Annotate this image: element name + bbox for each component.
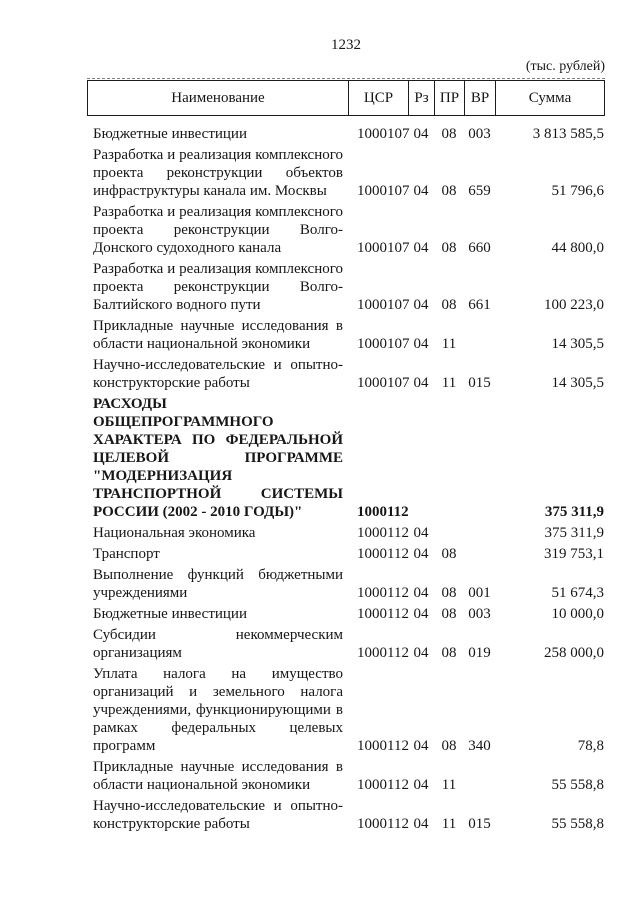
cell-name: Разработка и реализация комплексного проекта реконструкции Волго-Донского судоходного канала [93, 204, 343, 256]
table-body [87, 125, 605, 833]
cell-sum: 3 813 585,5 [532, 126, 604, 142]
cell-pr: 08 [441, 585, 457, 601]
cell-name: Разработка и реализация комплексного проекта реконструкции объектов инфраструктуры канала им. Москвы [93, 147, 343, 199]
cell-rz: 04 [413, 375, 429, 391]
cell-pr: 08 [441, 738, 457, 754]
column-header-rz: Рз [409, 81, 435, 115]
cell-pr: 11 [441, 375, 457, 391]
cell-sum: 375 311,9 [544, 525, 604, 541]
cell-rz: 04 [413, 525, 429, 541]
cell-sum: 51 674,3 [551, 585, 604, 601]
cell-csr: 1000112 [357, 546, 409, 562]
cell-vr [464, 335, 495, 353]
cell-csr: 1000107 [357, 183, 410, 199]
cell-csr: 1000107 [357, 375, 410, 391]
cell-sum: 375 311,9 [544, 504, 604, 520]
cell-sum: 14 305,5 [551, 336, 604, 352]
cell-pr [434, 503, 464, 521]
cell-csr: 1000112 [357, 816, 409, 832]
cell-sum: 55 558,8 [551, 816, 604, 832]
cell-sum: 51 796,6 [551, 183, 604, 199]
cell-csr: 1000112 [357, 606, 409, 622]
cell-vr: 659 [468, 183, 491, 199]
column-header-csr: ЦСР [349, 81, 409, 115]
cell-pr: 11 [441, 777, 457, 793]
cell-csr: 1000112 [357, 738, 409, 754]
cell-csr: 1000107 [357, 240, 410, 256]
column-header-name: Наименование [88, 81, 349, 115]
cell-sum: 44 800,0 [551, 240, 604, 256]
cell-pr: 08 [441, 297, 457, 313]
cell-csr: 1000107 [357, 297, 410, 313]
cell-name: Научно-исследовательские и опытно-конструкторские работы [93, 798, 343, 832]
cell-vr [464, 545, 495, 563]
column-header-sum: Сумма [528, 90, 572, 106]
cell-name: Субсидии некоммерческим организациям [93, 627, 343, 661]
cell-name: Бюджетные инвестиции [93, 606, 247, 622]
cell-name: Прикладные научные исследования в области национальной экономики [93, 318, 343, 352]
cell-rz: 04 [413, 126, 429, 142]
table-row [87, 125, 605, 143]
cell-csr: 1000112 [357, 777, 409, 793]
cell-pr: 08 [441, 183, 457, 199]
cell-vr: 015 [468, 816, 491, 832]
cell-rz: 04 [413, 777, 429, 793]
table-row [87, 545, 605, 563]
table-row [87, 758, 605, 794]
cell-csr: 1000112 [357, 525, 409, 541]
cell-vr [464, 524, 495, 542]
cell-rz: 04 [413, 240, 429, 256]
cell-name: Прикладные научные исследования в области национальной экономики [93, 759, 343, 793]
cell-pr [434, 524, 464, 542]
scan-rule-line [87, 78, 605, 79]
cell-vr: 015 [468, 375, 491, 391]
cell-pr: 11 [441, 816, 457, 832]
cell-csr: 1000112 [357, 504, 409, 520]
cell-rz: 04 [413, 816, 429, 832]
cell-name: Транспорт [93, 546, 160, 562]
cell-rz [408, 503, 434, 521]
column-header-pr: ПР [435, 81, 465, 115]
cell-sum: 258 000,0 [544, 645, 604, 661]
table-row [87, 260, 605, 314]
cell-vr [464, 776, 495, 794]
cell-vr: 340 [468, 738, 491, 754]
cell-name: Уплата налога на имущество организаций и земельного налога учреждениями, функционирующими в рамках федеральных целевых программ [93, 666, 343, 754]
cell-rz: 04 [413, 645, 429, 661]
table-row [87, 566, 605, 602]
cell-pr: 08 [441, 546, 457, 562]
cell-csr: 1000112 [357, 645, 409, 661]
cell-rz: 04 [413, 606, 429, 622]
cell-vr: 660 [468, 240, 491, 256]
cell-pr: 08 [441, 126, 457, 142]
cell-vr: 019 [468, 645, 491, 661]
cell-name: РАСХОДЫ ОБЩЕПРОГРАММНОГО ХАРАКТЕРА ПО ФЕДЕРАЛЬНОЙ ЦЕЛЕВОЙ ПРОГРАММЕ "МОДЕРНИЗАЦИЯ ТРАНСПОРТНОЙ СИСТЕМЫ РОССИИ (2002 - 2010 ГОДЫ)" [93, 396, 343, 520]
cell-name: Выполнение функций бюджетными учреждениями [93, 567, 343, 601]
cell-sum: 55 558,8 [551, 777, 604, 793]
table-row [87, 626, 605, 662]
cell-pr: 08 [441, 645, 457, 661]
cell-sum: 100 223,0 [544, 297, 604, 313]
cell-name: Бюджетные инвестиции [93, 126, 247, 142]
cell-sum: 14 305,5 [551, 375, 604, 391]
table-row [87, 605, 605, 623]
table-header-row [87, 80, 605, 116]
cell-vr [464, 503, 495, 521]
table-row [87, 524, 605, 542]
cell-rz: 04 [413, 183, 429, 199]
cell-pr: 11 [441, 336, 457, 352]
page-number: 1232 [331, 37, 361, 53]
cell-name: Национальная экономика [93, 525, 256, 541]
cell-name: Научно-исследовательские и опытно-конструкторские работы [93, 357, 343, 391]
cell-csr: 1000107 [357, 126, 410, 142]
cell-rz: 04 [413, 336, 429, 352]
cell-name: Разработка и реализация комплексного проекта реконструкции Волго-Балтийского водного пути [93, 261, 343, 313]
cell-sum: 78,8 [577, 738, 604, 754]
cell-rz: 04 [413, 297, 429, 313]
table-row [87, 797, 605, 833]
table-row [87, 203, 605, 257]
cell-csr: 1000107 [357, 336, 410, 352]
cell-rz: 04 [413, 546, 429, 562]
table-row [87, 395, 605, 521]
table-row [87, 317, 605, 353]
cell-vr: 661 [468, 297, 491, 313]
cell-pr: 08 [441, 240, 457, 256]
cell-vr: 001 [468, 585, 491, 601]
cell-vr: 003 [468, 126, 491, 142]
cell-pr: 08 [441, 606, 457, 622]
cell-rz: 04 [413, 585, 429, 601]
cell-vr: 003 [468, 606, 491, 622]
table-row [87, 146, 605, 200]
cell-sum: 10 000,0 [551, 606, 604, 622]
units-note: (тыс. рублей) [525, 59, 605, 74]
column-header-vr: ВР [465, 81, 496, 115]
table-row [87, 665, 605, 755]
cell-csr: 1000112 [357, 585, 409, 601]
table-row [87, 356, 605, 392]
cell-sum: 319 753,1 [544, 546, 604, 562]
cell-rz: 04 [413, 738, 429, 754]
